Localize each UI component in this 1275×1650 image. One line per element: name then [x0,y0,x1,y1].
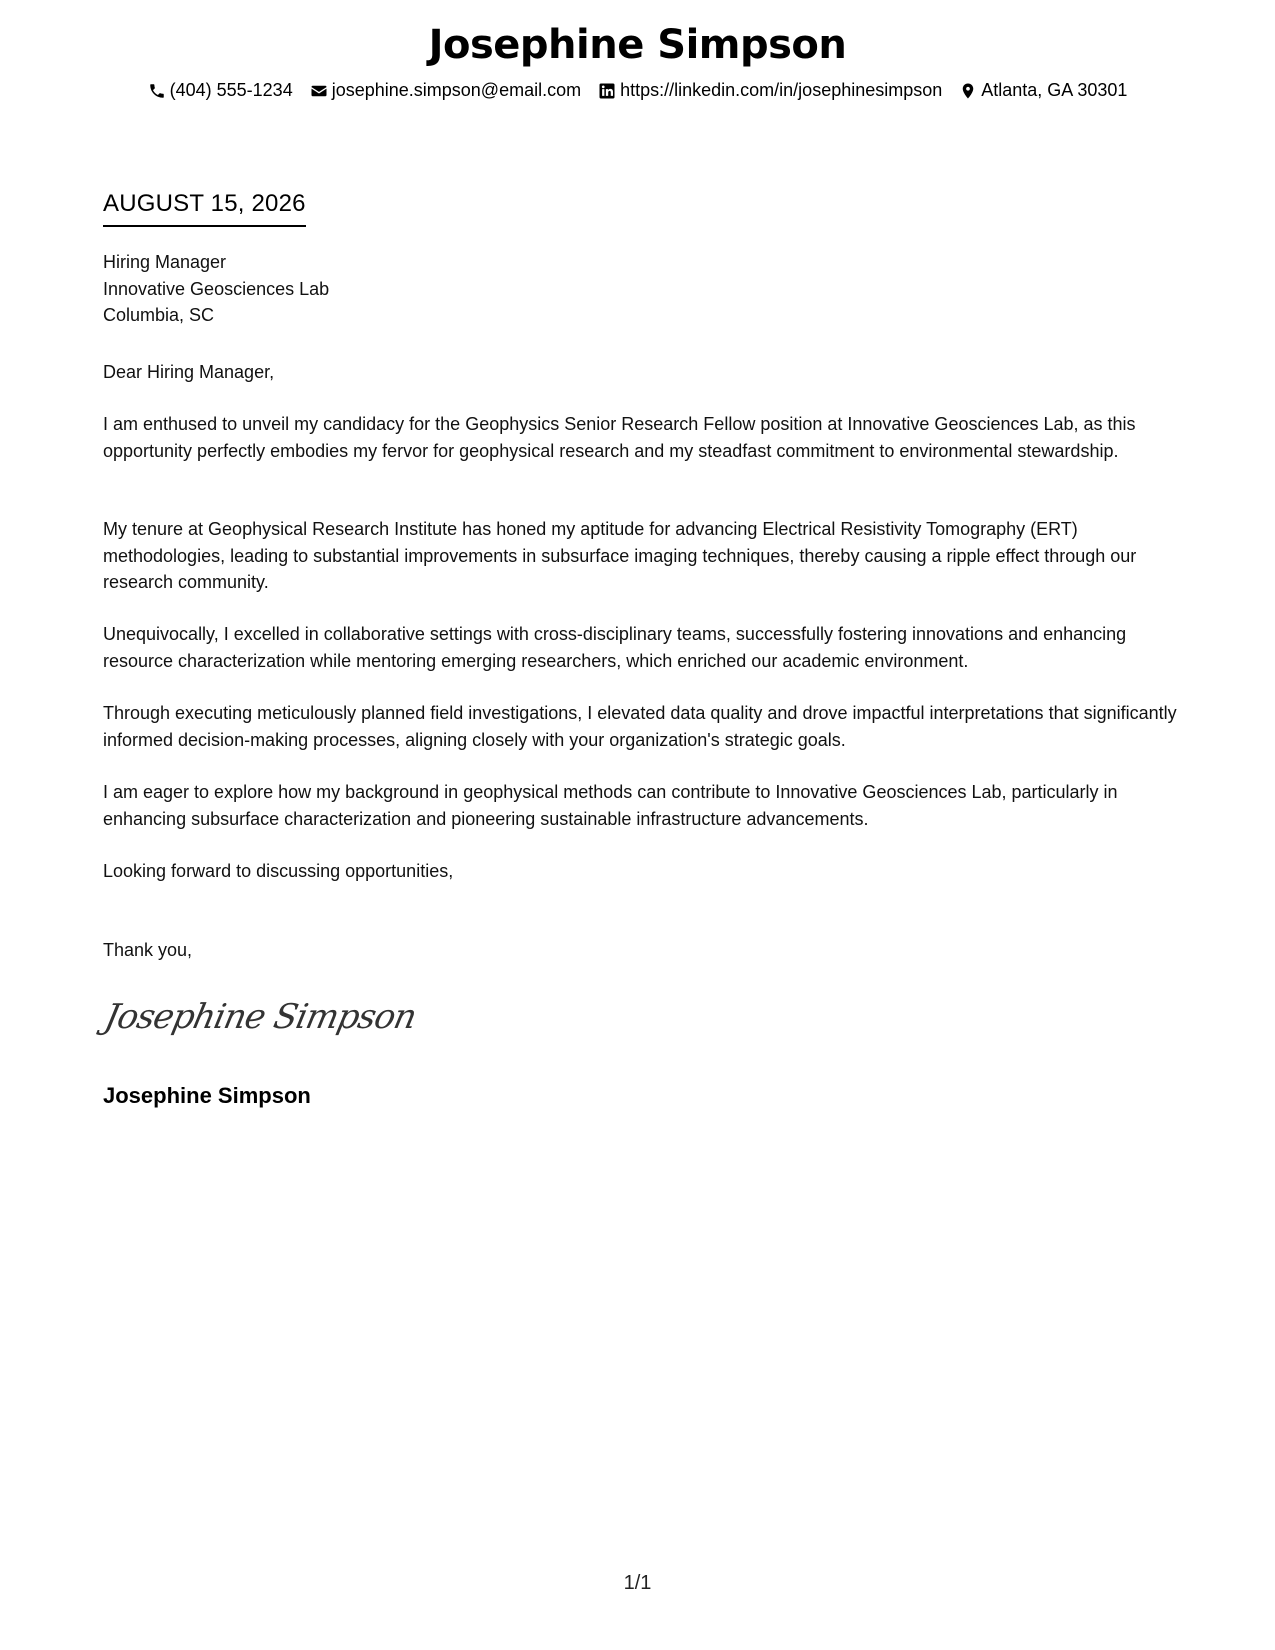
body-paragraph: I am enthused to unveil my candidacy for the Geophysics Senior Research Fellow position at Innovative Geosciences Lab, as this opportunity perfectly embodies my fervor for geophysical research and my steadfast commitment to environmental stewardship. [103,414,1136,461]
body-paragraph: I am eager to explore how my background in geophysical methods can contribute to Innovative Geosciences Lab, particularly in enhancing subsurface characterization and pioneering sustainable infrastructure advancements. [103,782,1118,829]
signature-text: Josephine Simpson [101,997,420,1037]
sender-name: Josephine Simpson [428,22,847,68]
letter-date: AUGUST 15, 2026 [103,190,306,227]
thanks-line: Thank you, [103,940,193,960]
letter-date-block [103,190,306,227]
recipient-company: Innovative Geosciences Lab [103,278,330,299]
page-number: 1/1 [623,1572,652,1594]
linkedin-icon [598,82,616,100]
envelope-icon [310,82,328,100]
handwritten-signature [100,995,420,1045]
body-paragraph: Through executing meticulously planned field investigations, I elevated data quality and drove impactful interpretations that significantly informed decision-making processes, aligning closely with your organization's strategic goals. [103,703,1177,750]
map-marker-icon [959,82,977,100]
recipient-city: Columbia, SC [103,305,215,325]
recipient-title: Hiring Manager [103,252,227,272]
linkedin-url[interactable]: https://linkedin.com/in/josephinesimpson [620,80,943,100]
contact-location [959,80,1127,101]
salutation: Dear Hiring Manager, [103,362,275,382]
location-text: Atlanta, GA 30301 [981,80,1128,100]
body-paragraph: My tenure at Geophysical Research Institute has honed my aptitude for advancing Electrical Resistivity Tomography (ERT) methodologies, leading to substantial improvements in subsurface imaging techniques, thereby causing a ripple effect through our research community. [103,519,1137,592]
closing-line: Looking forward to discussing opportunities, [103,861,454,881]
recipient-block [103,249,1178,329]
phone-icon [148,82,166,100]
body-paragraph: Unequivocally, I excelled in collaborative settings with cross-disciplinary teams, successfully fostering innovations and enhancing resource characterization while mentoring emerging researchers, which enriched our academic environment. [103,624,1127,671]
signer-name: Josephine Simpson [103,1083,311,1108]
contact-phone [148,80,293,101]
contact-email [310,80,581,101]
contact-linkedin [598,80,942,101]
contact-bar [0,80,1275,101]
phone-number: (404) 555-1234 [169,80,293,100]
email-address[interactable]: josephine.simpson@email.com [331,80,582,100]
